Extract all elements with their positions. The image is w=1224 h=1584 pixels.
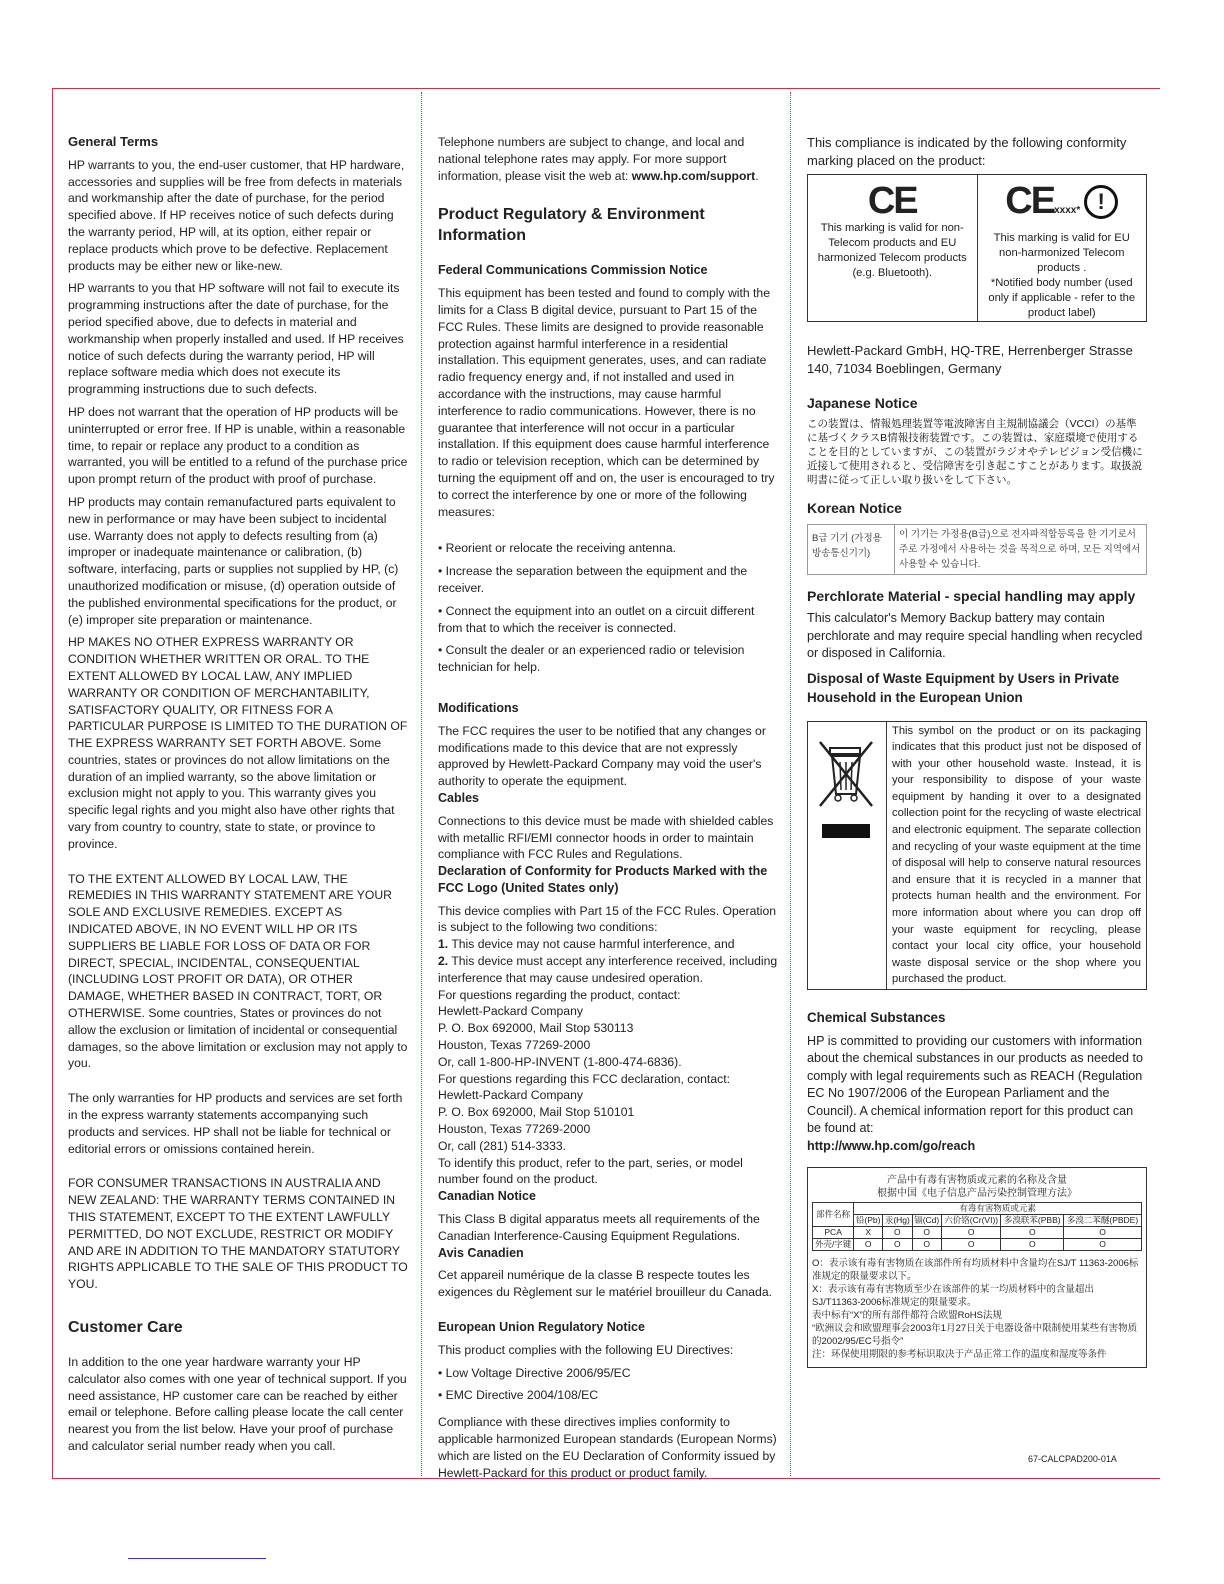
- chemical-paragraph: HP is committed to providing our customers with information about the chemical substances in our products as needed to comply with legal requirements such as REACH (Regulation EC No 1907/2006 of the European Parliament and the Council). A chemical information report for this product can be found at:: [807, 1033, 1144, 1136]
- alert-icon: !: [1084, 185, 1118, 219]
- crossed-bin-icon: [808, 722, 886, 990]
- korean-text: 이 기기는 가정용(B급)으로 전자파적합등록을 한 기기로서 주로 가정에서 사용하는 것을 목적으로 하며, 모든 지역에서 사용할 수 있습니다.: [899, 529, 1141, 570]
- substance-header: 六价铬(Cr(VI)): [941, 1214, 1001, 1226]
- warranty-paragraph: HP does not warrant that the operation of HP products will be uninterrupted or error free. If HP is unable, within a reasonable time, to repair or replace any product to a condition as warranted, you will be entitled to a refund of the purchase price upon prompt return of the product with proof of purchase.: [68, 404, 408, 487]
- chem-note: 表中标有“X”的所有部件都符合欧盟RoHS法规: [812, 1309, 1003, 1321]
- fcc-bullet: • Increase the separation between the equipment and the receiver.: [438, 564, 748, 595]
- modifications-paragraph: The FCC requires the user to be notified that any changes or modifications made to this device that are not expressly approved by Hewlett-Packard Company may void the user's authority to operate the equipment.: [438, 723, 766, 789]
- eu-compliance-paragraph: Compliance with these directives implies conformity to applicable harmonized European standards (European Norms) which are listed on the EU Declaration of Conformity issued by Hewlett-Packard for this product or product family.: [438, 1415, 777, 1480]
- cables-heading: Cables: [438, 790, 479, 805]
- contact-line: For questions regarding this FCC declaration, contact:: [438, 1071, 730, 1086]
- part-header: 部件名称: [813, 1202, 854, 1226]
- korean-notice-box: [807, 524, 1147, 575]
- substance-value: O: [941, 1226, 1001, 1238]
- substance-header: 多溴联苯(PBB): [1001, 1214, 1064, 1226]
- chem-note: “欧洲议会和欧盟理事会2003年1月27日关于电器设备中限制使用某些有害物质的2002/95/EC号指令”: [812, 1322, 1138, 1347]
- perchlorate-heading: Perchlorate Material - special handling may apply: [807, 588, 1136, 604]
- document-code: 67-CALCPAD200-01A: [1028, 1454, 1117, 1464]
- substance-header: 铅(Pb): [854, 1214, 883, 1226]
- general-terms-heading: General Terms: [68, 134, 159, 149]
- declaration-heading: Declaration of Conformity for Products Marked with the FCC Logo (United States only): [438, 864, 768, 895]
- top-rule: [52, 88, 1160, 89]
- reach-link[interactable]: http://www.hp.com/go/reach: [807, 1138, 976, 1153]
- contact-line: Houston, Texas 77269-2000: [438, 1122, 591, 1137]
- japanese-notice-text: この装置は、情報処理装置等電波障害自主規制協議会（VCCI）の基準に基づくクラスB情報技術装置です。この装置は、家庭環境で使用することを目的としていますが、この装置がラジオやテレビジョン受信機に近接して使用されると、受信障害を引き起こすことがあります。取扱説明書に従って正しい取り扱いをして下さい。: [807, 418, 1143, 486]
- modifications-heading: Modifications: [438, 700, 519, 715]
- chem-note: O：表示该有毒有害物质在该部件所有均质材料中含量均在SJ/T 11363-2006标准规定的限量要求以下。: [812, 1257, 1139, 1282]
- phone-notice: [438, 134, 778, 184]
- phone-notice-end: .: [755, 168, 759, 183]
- cables-paragraph: Connections to this device must be made with shielded cables with metallic RFI/EMI connector hoods in order to maintain compliance with FCC Rules and Regulations.: [438, 813, 774, 862]
- substance-value: X: [854, 1226, 883, 1238]
- fcc-bullet: • Reorient or relocate the receiving antenna.: [438, 541, 677, 556]
- eu-paragraph: This product complies with the following EU Directives:: [438, 1342, 734, 1357]
- part-name: 外壳/字键: [813, 1238, 854, 1250]
- substance-value: O: [883, 1238, 912, 1250]
- condition-text: This device may not cause harmful interference, and: [448, 937, 735, 952]
- substance-header: 多溴二苯醚(PBDE): [1064, 1214, 1142, 1226]
- contact-line: P. O. Box 692000, Mail Stop 510101: [438, 1105, 635, 1120]
- condition-text: This device must accept any interference received, including interference that may cause undesired operation.: [438, 954, 778, 985]
- korean-heading: Korean Notice: [807, 500, 902, 516]
- support-link[interactable]: www.hp.com/support: [631, 168, 756, 183]
- column-divider-1: [421, 92, 422, 1476]
- ce-symbol: CE: [1005, 180, 1055, 222]
- left-rule: [52, 88, 53, 1478]
- substance-value: O: [912, 1226, 941, 1238]
- declaration-paragraph: This device complies with Part 15 of the FCC Rules. Operation is subject to the following two conditions:: [438, 903, 777, 935]
- avis-paragraph: Cet appareil numérique de la classe B respecte toutes les exigences du Règlement sur le matériel brouilleur du Canada.: [438, 1268, 772, 1300]
- substance-header: 汞(Hg): [883, 1214, 912, 1226]
- fcc-heading: Federal Communications Commission Notice: [438, 263, 708, 278]
- substance-group-header: 有毒有害物质或元素: [854, 1202, 1142, 1214]
- condition-number: 2.: [438, 954, 449, 969]
- chem-title: 产品中有毒有害物质或元素的名称及含量: [887, 1174, 1067, 1186]
- canadian-heading: Canadian Notice: [438, 1189, 536, 1204]
- condition-1: [438, 936, 778, 953]
- fcc-bullet: • Consult the dealer or an experienced radio or television technician for help.: [438, 643, 745, 675]
- contact-line: Hewlett-Packard Company: [438, 1004, 583, 1019]
- eu-heading: European Union Regulatory Notice: [438, 1320, 645, 1335]
- customer-care-paragraph: In addition to the one year hardware warranty your HP calculator also comes with one year of technical support. If you need assistance, HP customer care can be reached by either email or telephone. Before calling please locate the call center nearest you from the list below. Have your proof of purchase and calculator serial number ready when you call.: [68, 1355, 407, 1453]
- contact-line: Hewlett-Packard Company: [438, 1088, 583, 1103]
- ce-marking-cell: [808, 175, 977, 321]
- conformity-marking-table: [807, 174, 1147, 322]
- part-name: PCA: [813, 1226, 854, 1238]
- warranty-paragraph: HP products may contain remanufactured parts equivalent to new in performance or may have been subject to incidental use. Warranty does not apply to defects resulting from (a) improper or inadequate maintenance or calibration, (b) software, interfacing, parts or supplies not supplied by HP, (c) unauthorized modification or misuse, (d) operation outside of the published environmental specifications for the product, or (e) improper site preparation or maintenance.: [68, 494, 399, 627]
- ce-alert-marking-cell: [977, 175, 1147, 321]
- regulatory-heading: Product Regulatory & Environment Information: [438, 206, 705, 245]
- ce-alert-mark-description: This marking is valid for EU non-harmonized Telecom products .: [993, 232, 1130, 274]
- warranty-paragraph: HP warrants to you, the end-user customer, that HP hardware, accessories and supplies will be free from defects in materials and workmanship after the date of purchase, for the period specified above. If HP receives notice of such defects during the warranty period, HP will, at its option, either repair or replace products which prove to be defective. Replacement products may be either new or like-new.: [68, 157, 405, 273]
- notified-body-note: *Notified body number (used only if applicable - refer to the product label): [988, 277, 1136, 319]
- substance-header: 镉(Cd): [912, 1214, 941, 1226]
- eu-bullet: • EMC Directive 2004/108/EC: [438, 1388, 599, 1403]
- condition-number: 1.: [438, 937, 449, 952]
- column-warranty: [68, 134, 410, 1461]
- ce-alert-mark-icon: [982, 181, 1143, 231]
- korean-class: B급 기기 (가정용 방송통신기기): [808, 525, 895, 574]
- ce-symbol: CE: [867, 180, 917, 222]
- substance-value: O: [912, 1238, 941, 1250]
- customer-care-heading: Customer Care: [68, 1319, 183, 1336]
- phone-notice-text: Telephone numbers are subject to change, and local and national telephone rates may apply. For more support information, please visit the web at:: [438, 135, 745, 183]
- substance-value: O: [941, 1238, 1001, 1250]
- conformity-intro: This compliance is indicated by the following conformity marking placed on the product:: [807, 135, 1127, 168]
- chemical-heading: Chemical Substances: [807, 1010, 946, 1025]
- substance-value: O: [854, 1238, 883, 1250]
- chem-note: 注：环保使用期限的参考标识取决于产品正常工作的温度和湿度等条件: [812, 1348, 1107, 1360]
- japanese-heading: Japanese Notice: [807, 395, 918, 411]
- contact-line: Houston, Texas 77269-2000: [438, 1038, 591, 1053]
- weee-box: [807, 721, 1147, 991]
- contact-line: Or, call (281) 514-3333.: [438, 1138, 567, 1153]
- china-rohs-table: [807, 1167, 1147, 1368]
- substance-table: [812, 1202, 1142, 1251]
- chem-note: X：表示该有毒有害物质至少在该部件的某一均质材料中的含量超出SJ/T11363-2006标准规定的限量要求。: [812, 1283, 1094, 1308]
- avis-heading: Avis Canadien: [438, 1245, 524, 1260]
- table-row: [813, 1238, 1142, 1250]
- contact-line: Or, call 1-800-HP-INVENT (1-800-474-6836).: [438, 1054, 682, 1069]
- substance-value: O: [1001, 1238, 1064, 1250]
- column-compliance: [807, 134, 1147, 1368]
- contact-line: P. O. Box 692000, Mail Stop 530113: [438, 1021, 634, 1036]
- fcc-paragraph: This equipment has been tested and found to comply with the limits for a Class B digital device, pursuant to Part 15 of the FCC Rules. These limits are designed to provide reasonable protection against harmful interference in a residential installation. This equipment generates, uses, and can radiate radio frequency energy and, if not installed and used in accordance with the instructions, may cause harmful interference to radio communications. However, there is no guarantee that interference will not occur in a particular installation. If this equipment does cause harmful interference to radio or television reception, which can be determined by turning the equipment off and on, the user is encouraged to try to correct the interference by one or more of the following measures:: [438, 286, 775, 519]
- disposal-heading: Disposal of Waste Equipment by Users in Private Household in the European Union: [807, 670, 1120, 705]
- warranty-paragraph: HP warrants to you that HP software will not fail to execute its programming instructions after the date of purchase, for the period specified above, due to defects in material and workmanship when properly installed and used. If HP receives notice of such defects during the warranty period, HP will replace software media which does not execute its programming instructions due to such defects.: [68, 281, 404, 397]
- substance-value: O: [883, 1226, 912, 1238]
- chem-subtitle: 根据中国《电子信息产品污染控制管理方法》: [877, 1187, 1077, 1199]
- perchlorate-paragraph: This calculator's Memory Backup battery may contain perchlorate and may require special handling when recycled or disposed in California.: [807, 611, 1143, 660]
- substance-value: O: [1064, 1226, 1142, 1238]
- identify-paragraph: To identify this product, refer to the part, series, or model number found on the product.: [438, 1155, 743, 1187]
- table-row: [813, 1226, 1142, 1238]
- substance-value: O: [1064, 1238, 1142, 1250]
- ce-mark-description: This marking is valid for non-Telecom products and EU harmonized Telecom products (e.g. Bluetooth).: [817, 222, 967, 279]
- column-regulatory: [438, 134, 778, 1487]
- fcc-bullet: • Connect the equipment into an outlet on a circuit different from that to which the receiver is connected.: [438, 603, 755, 635]
- footer-underline: [128, 1558, 266, 1559]
- substance-value: O: [1001, 1226, 1064, 1238]
- column-divider-2: [790, 92, 791, 1476]
- disposal-paragraph: This symbol on the product or on its packaging indicates that this product just not be disposed of with your other household waste. Instead, it is your responsibility to dispose of your waste equipment by handing it over to a designated collection point for the recycling of waste electrical and electronic equipment. The separate collection and recycling of your waste equipment at the time of disposal will help to conserve natural resources and ensure that it is recycled in a manner that protects human health and the environment. For more information about where you can drop off your waste equipment for recycling, please contact your local city office, your household waste disposal service or the shop where you purchased the product.: [886, 722, 1146, 990]
- warranty-paragraph: TO THE EXTENT ALLOWED BY LOCAL LAW, THE REMEDIES IN THIS WARRANTY STATEMENT ARE YOUR SOLE AND EXCLUSIVE REMEDIES. EXCEPT AS INDICATED ABOVE, IN NO EVENT WILL HP OR ITS SUPPLIERS BE LIABLE FOR LOSS OF DATA OR FOR DIRECT, SPECIAL, INCIDENTAL, CONSEQUENTIAL (INCLUDING LOST PROFIT OR DATA), OR OTHER DAMAGE, WHETHER BASED IN CONTRACT, TORT, OR OTHERWISE. Some countries, States or provinces do not allow the exclusion or limitation of incidental or consequential damages, so the above limitation or exclusion may not apply to you.: [68, 871, 408, 1071]
- ce-mark-icon: [812, 181, 973, 221]
- hp-address: Hewlett-Packard GmbH, HQ-TRE, Herrenberger Strasse 140, 71034 Boeblingen, Germany: [807, 343, 1133, 376]
- warranty-paragraph: The only warranties for HP products and services are set forth in the express warranty statements accompanying such products and services. HP shall not be liable for technical or editorial errors or omissions contained herein.: [68, 1091, 403, 1156]
- contact-line: For questions regarding the product, contact:: [438, 987, 681, 1002]
- canadian-paragraph: This Class B digital apparatus meets all requirements of the Canadian Interference-Causing Equipment Regulations.: [438, 1212, 760, 1243]
- notified-body-number: xxxx*: [1054, 205, 1081, 216]
- warranty-paragraph: HP MAKES NO OTHER EXPRESS WARRANTY OR CONDITION WHETHER WRITTEN OR ORAL. TO THE EXTENT ALLOWED BY LOCAL LAW, ANY IMPLIED WARRANTY OR CONDITION OF MERCHANTABILITY, SATISFACTORY QUALITY, OR FITNESS FOR A PARTICULAR PURPOSE IS LIMITED TO THE DURATION OF THE EXPRESS WARRANTY SET FORTH ABOVE. Some countries, states or provinces do not allow limitations on the duration of an implied warranty, so the above limitation or exclusion might not apply to you. This warranty gives you specific legal rights and you might also have other rights that vary from country to country, state to state, or province to province.: [68, 635, 408, 851]
- eu-bullet: • Low Voltage Directive 2006/95/EC: [438, 1365, 631, 1380]
- warranty-paragraph: FOR CONSUMER TRANSACTIONS IN AUSTRALIA AND NEW ZEALAND: THE WARRANTY TERMS CONTAINED IN THIS STATEMENT, EXCEPT TO THE EXTENT LAWFULLY PERMITTED, DO NOT EXCLUDE, RESTRICT OR MODIFY AND ARE IN ADDITION TO THE MANDATORY STATUTORY RIGHTS APPLICABLE TO THE SALE OF THIS PRODUCT TO YOU.: [68, 1176, 408, 1292]
- condition-2: [438, 953, 778, 987]
